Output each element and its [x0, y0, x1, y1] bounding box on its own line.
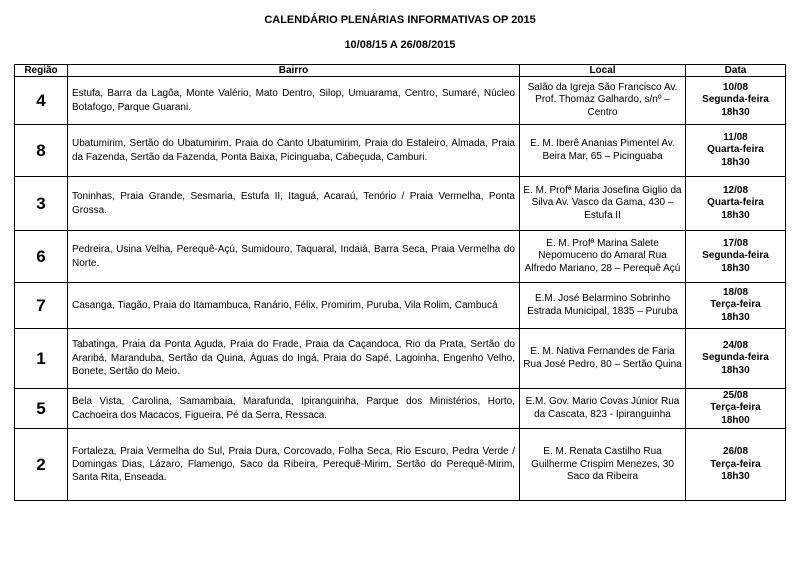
date-cell: [686, 429, 786, 501]
meeting-time: 18h30: [721, 470, 750, 482]
meeting-time: 18h30: [721, 311, 750, 323]
meeting-date: 12/08: [722, 184, 749, 196]
region-number: 1: [15, 329, 68, 389]
venue-cell: E.M. José Belarmino Sobrinho Estrada Municipal, 1835 – Puruba: [520, 283, 686, 329]
schedule-table: [14, 64, 786, 501]
neighborhoods-cell: Pedreira, Usina Velha, Perequê-Açú, Sumidouro, Taquaral, Indaiá, Barra Seca, Praia Vermelha do Norte.: [68, 231, 520, 283]
neighborhoods-cell: Bela Vista, Carolina, Samambaia, Marafunda, Ipiranguinha, Parque dos Ministérios, Horto, Cachoeira dos Macacos, Figueira, Pé da Serra, Ressaca.: [68, 389, 520, 429]
meeting-weekday: Terça-feira: [710, 299, 761, 311]
meeting-time: 18h00: [721, 414, 750, 426]
date-cell: [686, 283, 786, 329]
neighborhoods-cell: Fortaleza, Praia Vermelha do Sul, Praia Dura, Corcovado, Folha Seca, Rio Escuro, Pedra Verde / Domingas Dias, Lázaro, Flamengo, Saco da Ribeira, Perequê-Mirim, Sertão do Perequê-Mirim, Santa Rita, Enseada.: [68, 429, 520, 501]
region-number: 8: [15, 125, 68, 177]
table-row: [15, 77, 786, 125]
date-cell: [686, 125, 786, 177]
table-body: [15, 77, 786, 501]
date-cell: [686, 77, 786, 125]
meeting-date: 17/08: [722, 237, 749, 249]
meeting-weekday: Segunda-feira: [702, 94, 769, 106]
neighborhoods-cell: Ubatumirim, Sertão do Ubatumirim, Praia do Canto Ubatumirim, Praia do Estaleiro, Almada, Praia da Fazenda, Sertão da Fazenda, Ponta Baixa, Picinguaba, Cabeçuda, Camburi.: [68, 125, 520, 177]
region-number: 5: [15, 389, 68, 429]
meeting-weekday: Terça-feira: [710, 458, 761, 470]
column-header-local: Local: [520, 65, 686, 77]
date-cell: [686, 329, 786, 389]
neighborhoods-cell: Casanga, Tiagão, Praia do Itamambuca, Ranário, Félix, Promirim, Puruba, Vila Rolim, Cambucá: [68, 283, 520, 329]
venue-cell: E. M. Profª Maria Josefina Giglio da Silva Av. Vasco da Gama, 430 – Estufa II: [520, 177, 686, 231]
table-header-row: [15, 65, 786, 77]
table-row: [15, 177, 786, 231]
meeting-date: 25/08: [722, 390, 749, 401]
column-header-regiao: Região: [15, 65, 68, 77]
table-row: [15, 283, 786, 329]
region-number: 3: [15, 177, 68, 231]
venue-cell: Salão da Igreja São Francisco Av. Prof. Thomaz Galhardo, s/nº – Centro: [520, 77, 686, 125]
meeting-date: 18/08: [722, 286, 749, 298]
region-number: 4: [15, 77, 68, 125]
date-cell: [686, 177, 786, 231]
venue-cell: E. M. Profª Marina Salete Nepomuceno do Amaral Rua Alfredo Mariano, 28 – Perequê Açú: [520, 231, 686, 283]
region-number: 6: [15, 231, 68, 283]
table-row: [15, 231, 786, 283]
meeting-date: 11/08: [723, 131, 748, 143]
meeting-time: 18h30: [721, 106, 750, 118]
venue-cell: E. M. Nativa Fernandes de Faria Rua José Pedro, 80 – Sertão Quina: [520, 329, 686, 389]
table-row: [15, 389, 786, 429]
table-row: [15, 429, 786, 501]
date-cell: [686, 389, 786, 429]
meeting-weekday: Quarta-feira: [707, 144, 764, 156]
meeting-weekday: Terça-feira: [710, 402, 761, 414]
meeting-time: 18h30: [721, 262, 750, 274]
venue-cell: E. M. Renata Castilho Rua Guilherme Crispim Menezes, 30 Saco da Ribeira: [520, 429, 686, 501]
neighborhoods-cell: Tabatinga, Praia da Ponta Aguda, Praia do Frade, Praia da Caçandoca, Rio da Prata, Sertão do Araribá, Maranduba, Sertão da Quina, Águas do Ingá, Praia do Sapé, Lagoinha, Engenho Velho, Bonete, Sertão do Meio.: [68, 329, 520, 389]
column-header-bairro: Bairro: [68, 65, 520, 77]
venue-cell: E. M. Iberê Ananias Pimentel Av. Beira Mar, 65 – Picinguaba: [520, 125, 686, 177]
meeting-time: 18h30: [721, 364, 750, 376]
page-period: 10/08/15 A 26/08/2015: [344, 39, 456, 51]
meeting-weekday: Segunda-feira: [702, 250, 769, 262]
region-number: 2: [15, 429, 68, 501]
page-title: CALENDÁRIO PLENÁRIAS INFORMATIVAS OP 2015: [264, 14, 536, 26]
neighborhoods-cell: Toninhas, Praia Grande, Sesmaria, Estufa II, Itaguá, Acaraú, Tenório / Praia Vermelha, Ponta Grossa.: [68, 177, 520, 231]
venue-cell: E.M. Gov. Mario Covas Júnior Rua da Cascata, 823 - Ipiranguinha: [520, 389, 686, 429]
meeting-time: 18h30: [721, 156, 750, 168]
meeting-weekday: Segunda-feira: [702, 352, 769, 364]
date-cell: [686, 231, 786, 283]
meeting-date: 26/08: [722, 446, 749, 458]
meeting-weekday: Quarta-feira: [707, 197, 764, 209]
meeting-time: 18h30: [721, 209, 750, 221]
column-header-data: Data: [686, 65, 786, 77]
region-number: 7: [15, 283, 68, 329]
meeting-date: 24/08: [722, 339, 749, 351]
table-row: [15, 125, 786, 177]
table-row: [15, 329, 786, 389]
meeting-date: 10/08: [722, 81, 749, 93]
neighborhoods-cell: Estufa, Barra da Lagôa, Monte Valério, Mato Dentro, Silop, Umuarama, Centro, Sumaré, Núcleo Botafogo, Parque Guarani.: [68, 77, 520, 125]
